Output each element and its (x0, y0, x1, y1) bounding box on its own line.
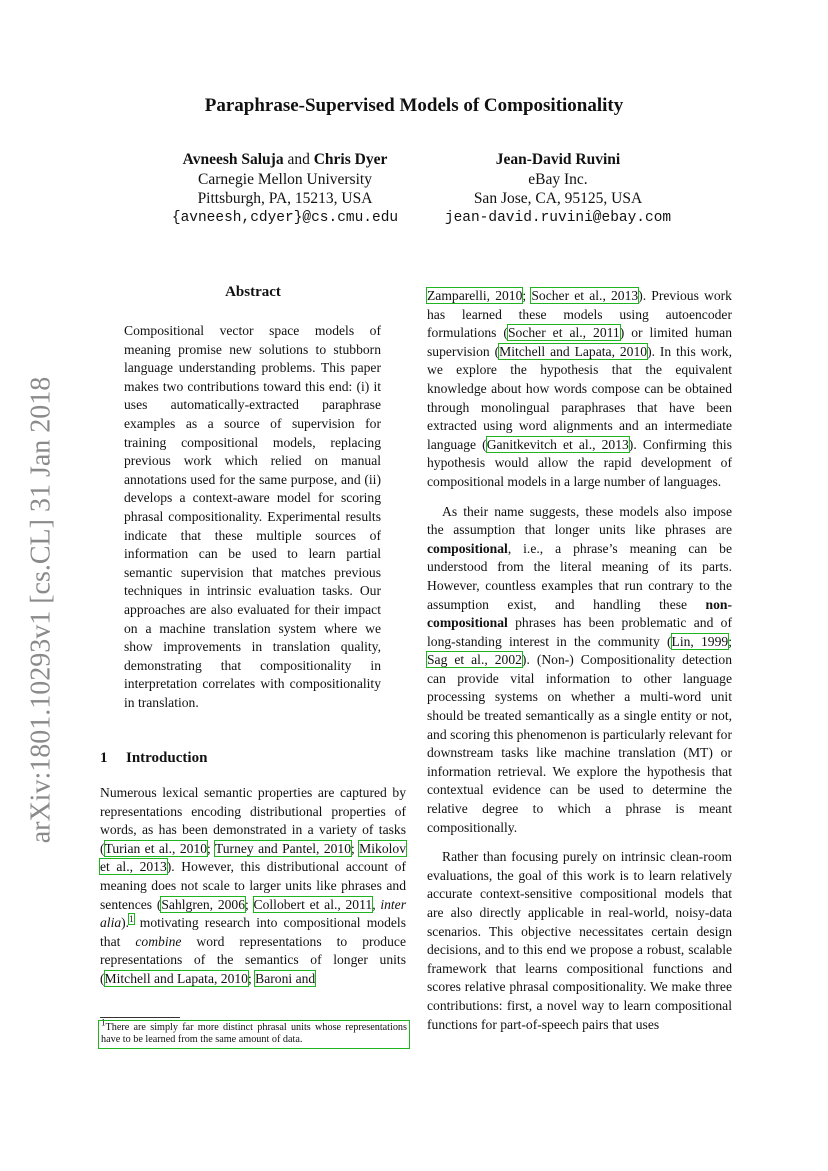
paragraph (427, 287, 732, 492)
section-number: 1 (100, 750, 108, 766)
citation-link[interactable]: Baroni and (255, 970, 316, 986)
text-run: word representations to produce representations of the semantics of longer units ( (100, 933, 406, 986)
author-name: Jean-David Ruvini (495, 151, 621, 168)
text-run: ; (351, 840, 360, 856)
footnote-ref[interactable]: 1 (129, 913, 134, 924)
citation-link[interactable]: Collobert et al., 2011 (253, 896, 373, 912)
author-affiliation: eBay Inc. (528, 170, 588, 188)
citation-link[interactable]: Sag et al., 2002 (427, 652, 522, 668)
section-title: Introduction (126, 750, 208, 766)
text-run: ) or limited human supervision ( (427, 325, 732, 359)
emphasis: combine (135, 933, 182, 949)
paragraph (100, 784, 406, 989)
citation-link[interactable]: Ganitkevitch et al., 2013 (486, 436, 629, 452)
abstract-text: Compositional vector space models of meaning promise new solutions to stubborn language understanding problems. This paper makes two contributions toward this end: (i) it uses automatically-extracted paraphrase examples as a source of supervision for training compositional models, replacing previous work which relied on manual annotations used for the same purpose, and (ii) develops a context-aware model for scoring phrasal compositionality. Experimental results indicate that these multiple sources of information can be used to learn partial semantic supervision that matches previous techniques in intrinsic evaluation tasks. Our approaches are also evaluated for their impact on a machine translation system where we show improvements in translation quality, demonstrating that compositionality in interpretation correlates with compositionality in translation. (124, 323, 381, 710)
paragraph (427, 503, 732, 838)
author-affiliation: Carnegie Mellon University (198, 170, 372, 188)
arxiv-sidebar (22, 370, 60, 850)
text-run: , (372, 896, 381, 912)
text-run: ). Previous work has learned these models using autoencoder formulations ( (427, 288, 732, 341)
citation-link[interactable]: Turney and Pantel, 2010 (214, 840, 352, 856)
author-address: Pittsburgh, PA, 15213, USA (197, 190, 373, 207)
citation-link[interactable]: Mitchell and Lapata, 2010 (499, 343, 648, 359)
citation-link[interactable]: Turian et al., 2010 (104, 840, 208, 856)
author-name: Chris Dyer (313, 151, 388, 168)
text-run: ). However, this distributional account of meaning does not scale to larger units like phrases and sentences ( (100, 859, 406, 912)
author-block-right (418, 150, 698, 228)
author-name: Avneesh Saluja (182, 151, 284, 168)
arxiv-id: arXiv:1801.10293v1 [cs.CL] 31 Jan 2018 (25, 376, 57, 844)
text-run: , i.e., a phrase’s meaning can be understood from the literal meaning of its parts. However, countless examples that run contrary to the assumption exist, and handling these (427, 540, 732, 612)
text-run: ). In this work, we explore the hypothesis that the equivalent knowledge about how words compose can be obtained through monolingual paraphrases that have been extracted using word alignments and an intermediate language ( (427, 343, 732, 452)
text-run: As their name suggests, these models also impose the assumption that longer units like phrases are (427, 503, 732, 538)
abstract-body (124, 322, 381, 712)
bold-term: compositional (427, 540, 508, 556)
bold-term: non-compositional (427, 596, 732, 631)
text-run: phrases has been problematic and of long-standing interest in the community ( (427, 615, 732, 649)
citation-link[interactable]: Mikolov et al., 2013 (100, 840, 406, 875)
citation-link[interactable]: Sahlgren, 2006 (161, 896, 246, 912)
right-column (427, 287, 732, 1034)
text-run: Numerous lexical semantic properties are captured by representations encoding distributional properties of words, as has been demonstrated in a variety of tasks ( (100, 785, 406, 856)
text-run: ; (522, 288, 532, 303)
text-run: ; (247, 970, 256, 986)
text-run: ). Confirming this hypothesis would allow the rapid development of compositional models in a large number of languages. (427, 436, 732, 489)
text-run: ; (728, 633, 732, 649)
intro-column (100, 784, 406, 989)
text-run: ). (121, 915, 130, 931)
author-email: {avneesh,cdyer}@cs.cmu.edu (171, 209, 399, 226)
citation-link[interactable]: Socher et al., 2013 (531, 288, 639, 303)
text-run: ). (Non-) Compositionality detection can provide vital information to other language processing systems on whether a multi-word unit should be treated semantically as a single entity or not, and scoring this phenomenon is particularly relevant for downstream tasks like machine translation (MT) or information retrieval. We explore the hypothesis that contextual evidence can be used to determine the relative degree to which a phrase is meant compositionally. (427, 652, 732, 835)
footnote[interactable] (99, 1017, 409, 1048)
citation-link[interactable]: Socher et al., 2011 (507, 325, 620, 341)
author-email: jean-david.ruvini@ebay.com (444, 209, 672, 226)
paragraph: Rather than focusing purely on intrinsic clean-room evaluations, the goal of this work is to learn relatively accurate context-sensitive compositional models that are also directly applicable in real-world, noisy-data scenarios. This objective necessitates certain design decisions, and to this end we propose a robust, scalable framework that learns compositional functions and scores relative phrasal compositionality. We make three contributions: first, a novel way to learn compositional functions for part-of-speech pairs that uses (427, 849, 732, 1032)
author-block-left (120, 150, 450, 228)
citation-link[interactable]: Mitchell and Lapata, 2010 (104, 970, 248, 986)
author-conjunction: and (287, 151, 310, 168)
emphasis: inter alia (100, 896, 407, 931)
citation-link[interactable]: Zamparelli, 2010 (427, 288, 523, 303)
abstract-heading: Abstract (225, 284, 281, 300)
text-run: ; (207, 840, 215, 856)
text-run: motivating research into compositional models that (100, 915, 406, 949)
paper-title: Paraphrase-Supervised Models of Compositionality (204, 95, 624, 116)
footnote-rule (100, 1017, 180, 1018)
author-address: San Jose, CA, 95125, USA (473, 190, 643, 207)
footnote-mark: 1 (101, 1017, 106, 1028)
section-heading (100, 750, 207, 767)
citation-link[interactable]: Lin, 1999 (671, 633, 729, 649)
footnote-text: There are simply far more distinct phrasal units whose representations have to be learned from the same amount of data. (101, 1022, 407, 1046)
text-run: ; (245, 896, 254, 912)
